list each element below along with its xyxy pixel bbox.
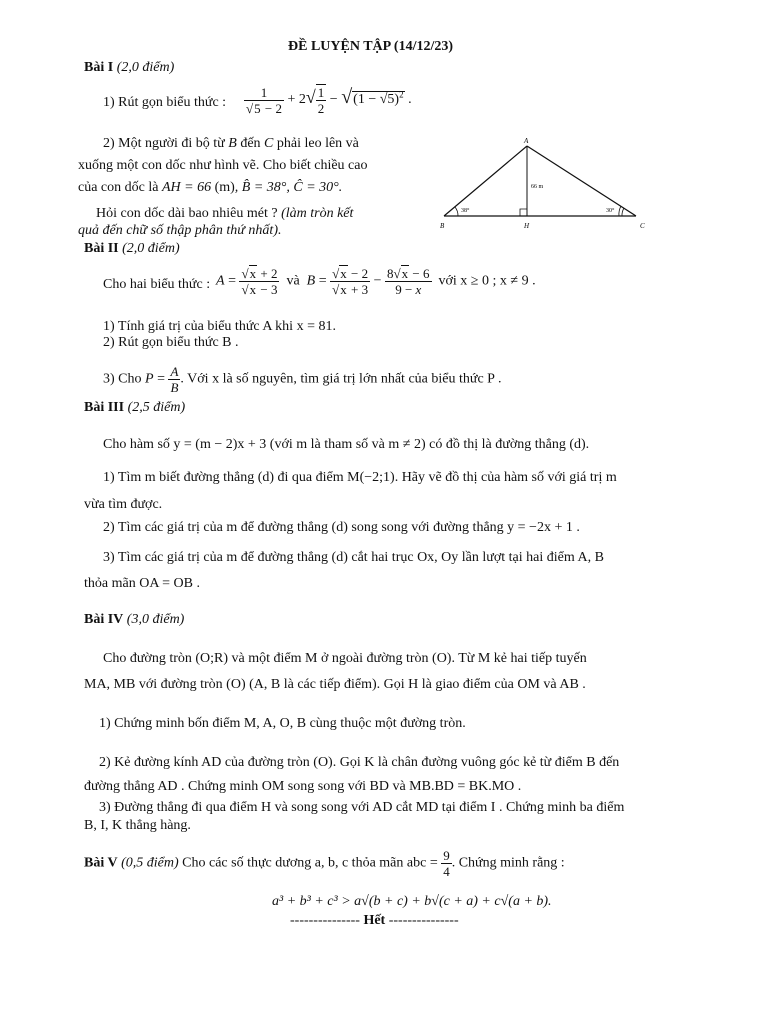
- bai1-q2-line1: 2) Một người đi bộ từ B đến C phải leo lên và: [103, 136, 359, 151]
- fig-label-B: B: [440, 222, 445, 230]
- formula-frac-1: $\frac{1}{√5 - 2}$: [246, 84, 282, 116]
- bai3-intro: Cho hàm số y = (m − 2)x + 3 (với m là tham số và m ≠ 2) có đồ thị là đường thẳng (d).: [103, 437, 590, 452]
- fig-label-C: C: [640, 222, 645, 230]
- bai1-points: (2,0 điểm): [116, 60, 175, 75]
- fig-height-label: 66 m: [531, 184, 544, 190]
- bai1-q1: [103, 94, 226, 112]
- bai2-formulas: A = $\frac{√x + 2}{√x - 3}$ và B = $\frac{√x - 2}{√x + 3}$ − $\frac{8√x - 6}{9 - x}$ với x ≥ 0 ; x ≠ 9 .: [216, 266, 536, 297]
- bai4-q2a: 2) Kẻ đường kính AD của đường tròn (O). Gọi K là chân đường vuông góc kẻ từ điểm B đến: [99, 755, 620, 770]
- bai3-heading: Bài III (2,5 điểm): [84, 400, 186, 415]
- bai4-q3a: 3) Đường thẳng đi qua điểm H và song song với AD cắt MD tại điểm I . Chứng minh ba điểm: [99, 800, 625, 815]
- bai3-q2: 2) Tìm các giá trị của m để đường thẳng (d) song song với đường thẳng y = −2x + 1 .: [103, 520, 580, 535]
- bai5-intro: Bài V (0,5 điểm) Cho các số thực dương a, b, c thỏa mãn abc = $\frac{9}{4}$ . Chứng minh rằng :: [84, 848, 565, 879]
- bai2-q1: 1) Tính giá trị của biểu thức A khi x = 81.: [103, 319, 336, 334]
- page-title: ĐỀ LUYỆN TẬP (14/12/23): [288, 39, 454, 54]
- bai4-intro-a: Cho đường tròn (O;R) và một điểm M ở ngoài đường tròn (O). Từ M kẻ hai tiếp tuyến: [103, 651, 587, 666]
- bai4-heading: Bài IV (3,0 điểm): [84, 612, 185, 627]
- bai2-intro: Cho hai biểu thức :: [103, 277, 211, 292]
- bai1-q1-text: 1) Rút gọn biểu thức :: [103, 95, 227, 110]
- bai1-label: Bài I: [84, 60, 114, 75]
- triangle-figure: [436, 136, 666, 236]
- bai2-heading: Bài II (2,0 điểm): [84, 241, 180, 256]
- bai5-inequality: a³ + b³ + c³ > a√(b + c) + b√(c + a) + c√(a + b).: [272, 894, 552, 909]
- bai1-q2-line3: của con dốc là AH = 66 (m), B̂ = 38°, Ĉ = 30°.: [78, 180, 343, 195]
- bai4-q2b: đường thẳng AD . Chứng minh OM song song với BD và MB.BD = BK.MO .: [84, 779, 522, 794]
- bai3-q3a: 3) Tìm các giá trị của m để đường thẳng (d) cắt hai trục Ox, Oy lần lượt tại hai điểm A, B: [103, 550, 604, 565]
- bai2-q3: 3) Cho P = $\frac{A}{B}$ . Với x là số nguyên, tìm giá trị lớn nhất của biểu thức P .: [103, 364, 502, 395]
- formula-sqrt-half: √: [305, 87, 316, 108]
- bai4-q3b: B, I, K thẳng hàng.: [84, 818, 191, 833]
- fig-angle-B: 38°: [461, 208, 470, 214]
- bai1-q2-line5: quả đến chữ số thập phân thứ nhất).: [78, 223, 282, 238]
- bai4-q1: 1) Chứng minh bốn điểm M, A, O, B cùng thuộc một đường tròn.: [99, 716, 466, 731]
- bai2-q2: 2) Rút gọn biểu thức B .: [103, 335, 239, 350]
- bai3-q3b: thỏa mãn OA = OB .: [84, 576, 200, 591]
- fig-label-A: A: [524, 137, 529, 145]
- fig-label-H: H: [524, 222, 530, 230]
- footer-end: --------------- Hết ---------------: [290, 913, 459, 928]
- bai3-q1a: 1) Tìm m biết đường thẳng (d) đi qua điểm M(−2;1). Hãy vẽ đồ thị của hàm số với giá trị m: [103, 470, 617, 485]
- bai1-heading: [84, 59, 174, 77]
- bai1-q2-line4: Hỏi con dốc dài bao nhiêu mét ? (làm tròn kết: [96, 206, 354, 221]
- bai1-q1-formula: $\frac{1}{√5 - 2}$ + 2√ $\frac{1}{2}$ − $√(1 - √5)^2$ .: [246, 84, 412, 116]
- bai3-q1b: vừa tìm được.: [84, 497, 163, 512]
- bai4-intro-b: MA, MB với đường tròn (O) (A, B là các tiếp điểm). Gọi H là giao điểm của OM và AB .: [84, 677, 586, 692]
- fig-angle-C: 30°: [606, 208, 615, 214]
- bai1-q2-line2: xuống một con dốc như hình vẽ. Cho biết chiều cao: [78, 158, 368, 173]
